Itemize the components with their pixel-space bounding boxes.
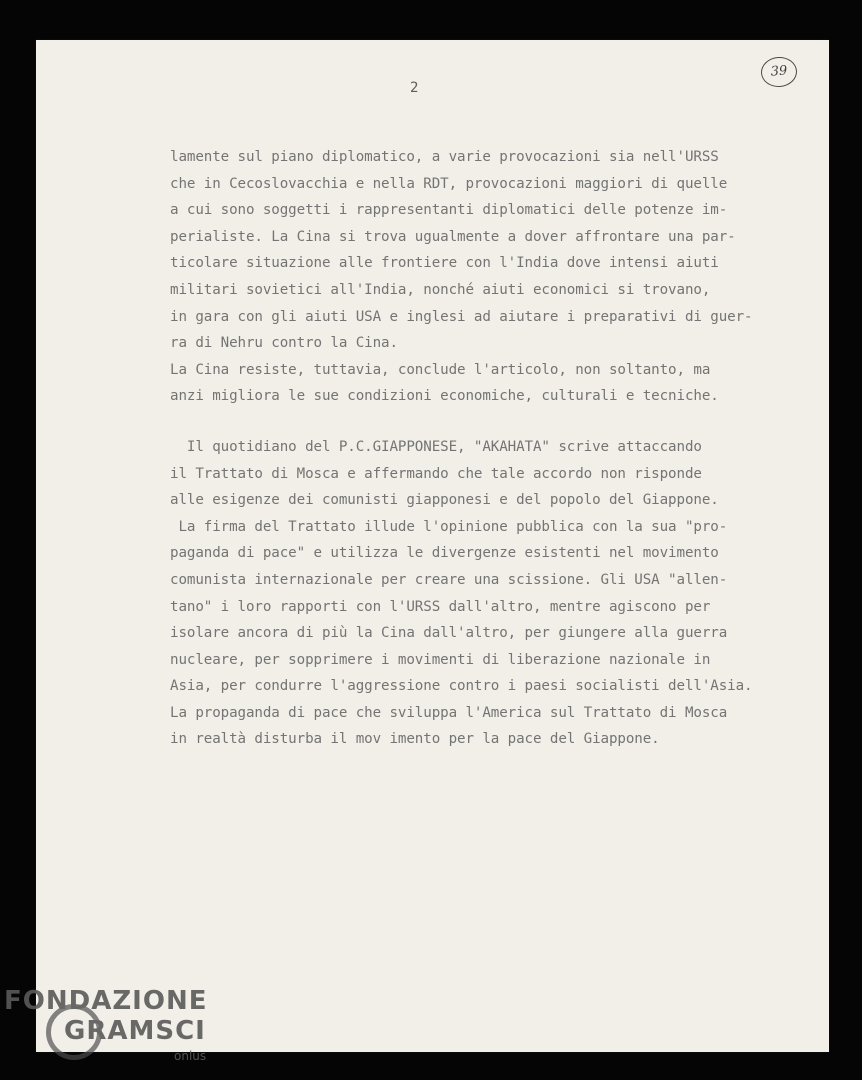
text-line: La Cina resiste, tuttavia, conclude l'articolo, non soltanto, ma — [170, 361, 711, 378]
text-line: isolare ancora di più la Cina dall'altro, per giungere alla guerra — [170, 625, 728, 642]
text-line: ra di Nehru contro la Cina. — [170, 335, 398, 352]
paragraph-gap — [170, 410, 820, 434]
text-line: Il quotidiano del P.C.GIAPPONESE, "AKAHATA" scrive attaccando — [170, 438, 702, 455]
watermark-suffix: onlus — [174, 1049, 207, 1063]
text-line: in realtà disturba il mov imento per la pace del Giappone. — [170, 731, 660, 748]
text-line: che in Cecoslovacchia e nella RDT, provocazioni maggiori di quelle — [170, 175, 728, 192]
text-line: ticolare situazione alle frontiere con l'India dove intensi aiuti — [170, 255, 719, 272]
text-line: perialiste. La Cina si trova ugualmente a dover affrontare una par- — [170, 228, 736, 245]
text-line: nucleare, per sopprimere i movimenti di liberazione nazionale in — [170, 651, 711, 668]
text-line: lamente sul piano diplomatico, a varie provocazioni sia nell'URSS — [170, 149, 719, 165]
text-line: La propaganda di pace che sviluppa l'America sul Trattato di Mosca — [170, 704, 728, 721]
text-line: a cui sono soggetti i rappresentanti diplomatici delle potenze im- — [170, 202, 728, 219]
page-number: 2 — [410, 80, 419, 96]
text-line: il Trattato di Mosca e affermando che tale accordo non risponde — [170, 465, 702, 482]
text-line: tano" i loro rapporti con l'URSS dall'altro, mentre agiscono per — [170, 598, 711, 615]
text-line: alle esigenze dei comunisti giapponesi e del popolo del Giappone. — [170, 492, 719, 509]
text-line: La firma del Trattato illude l'opinione pubblica con la sua "pro- — [170, 518, 728, 535]
text-line: Asia, per condurre l'aggressione contro i paesi socialisti dell'Asia. — [170, 678, 753, 695]
text-line: militari sovietici all'India, nonché aiuti economici si trovano, — [170, 281, 711, 298]
text-line: anzi migliora le sue condizioni economiche, culturali e tecniche. — [170, 388, 719, 405]
text-line: comunista internazionale per creare una scissione. Gli USA "allen- — [170, 571, 728, 588]
text-line: in gara con gli aiuti USA e inglesi ad aiutare i preparativi di guer- — [170, 308, 753, 325]
typed-document-body — [170, 144, 820, 753]
text-line: paganda di pace" e utilizza le divergenze esistenti nel movimento — [170, 545, 719, 562]
watermark-line-1: FONDAZIONE — [4, 986, 208, 1016]
watermark-line-2: GRAMSCI — [64, 1016, 206, 1046]
archive-number-stamp: 39 — [760, 56, 798, 88]
fondazione-gramsci-watermark — [0, 986, 230, 1066]
